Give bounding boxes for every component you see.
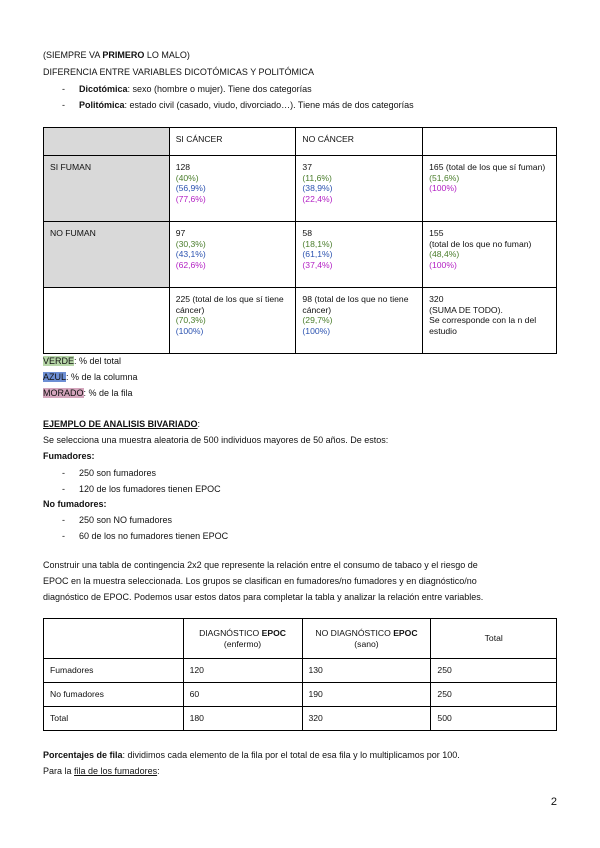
pct-column: (56,9%) — [175, 183, 206, 194]
header-cell-si-cancer: SI CÁNCER — [169, 128, 296, 156]
table-cell — [423, 222, 557, 288]
header-cell-empty — [44, 128, 170, 156]
table-header-row — [44, 128, 557, 156]
header-title-bold: EPOC — [261, 627, 286, 638]
header-line-1-bold: PRIMERO — [102, 50, 145, 60]
bullet-term: Dicotómica — [79, 84, 128, 94]
header-subtitle: (enfermo) — [223, 638, 262, 649]
paragraph-line: diagnóstico de EPOC. Podemos usar estos datos para completar la tabla y analizar la relación entre variables. — [43, 592, 484, 602]
table-cell — [169, 222, 296, 288]
paragraph-line: EPOC en la muestra seleccionada. Los grupos se clasifican en fumadores/no fumadores y en diagnóstico/no — [43, 576, 477, 586]
row-label: Total — [44, 707, 184, 731]
header-cell-empty — [44, 619, 184, 659]
header-title-pre: NO DIAGNÓSTICO — [315, 627, 394, 638]
legend-key: MORADO — [43, 388, 84, 398]
bullet-term: Politómica — [79, 100, 125, 110]
header-title-bold: EPOC — [393, 627, 418, 638]
pct-row: (100%) — [429, 183, 457, 194]
table-cell: 320 — [302, 707, 431, 731]
pct-total: (70,3%) — [175, 315, 206, 326]
example-title-text: EJEMPLO DE ANALISIS BIVARIADO — [43, 419, 198, 429]
pct-total: (40%) — [175, 172, 199, 183]
bullet-dash: - — [62, 100, 65, 110]
table-cell — [296, 156, 423, 222]
bullet-dash: - — [62, 84, 65, 94]
pct-column: (38,9%) — [302, 183, 333, 194]
pct-column: (43,1%) — [175, 249, 206, 260]
smokers-label-text: Fumadores: — [43, 451, 95, 461]
header-subtitle: (sano) — [354, 638, 379, 649]
cell-desc-text: (total de los que no fuman) — [429, 238, 532, 249]
header-line-1-pre: (SIEMPRE VA — [43, 50, 103, 60]
bullet-text: : estado civil (casado, viudo, divorciado…). Tiene más de dos categorías — [124, 100, 414, 110]
smokers-item: 250 son fumadores — [79, 468, 157, 478]
header-title-pre: DIAGNÓSTICO — [199, 627, 262, 638]
table-cell: 500 — [431, 707, 557, 731]
pct-row: (22,4%) — [302, 194, 333, 205]
table-row-totals — [44, 288, 557, 354]
cell-count: 58 — [302, 228, 312, 238]
table-cell: 250 — [431, 683, 557, 707]
bullet-text: : sexo (hombre o mujer). Tiene dos categorías — [127, 84, 312, 94]
smokers-row-underlined: fila de los fumadores — [74, 766, 158, 776]
legend-key: AZUL — [43, 372, 67, 382]
table-cell: 120 — [183, 659, 302, 683]
table-cell — [169, 288, 296, 354]
header-line-2: DIFERENCIA ENTRE VARIABLES DICOTÓMICAS Y POLITÓMICA — [43, 67, 315, 77]
bullet-dash: - — [62, 515, 65, 525]
table-cell: 180 — [183, 707, 302, 731]
smokers-row-post: : — [157, 766, 160, 776]
legend-blue — [43, 372, 138, 383]
example-intro: Se selecciona una muestra aleatoria de 500 individuos mayores de 50 años. De estos: — [43, 435, 389, 445]
row-label: Fumadores — [44, 659, 184, 683]
pct-row: (77,6%) — [175, 194, 206, 205]
nonsmokers-item: 250 son NO fumadores — [79, 515, 173, 525]
header-line-1 — [43, 50, 190, 61]
pct-row: (100%) — [429, 260, 457, 271]
smokers-row-line — [43, 766, 160, 777]
row-percentages-text: : dividimos cada elemento de la fila por el total de esa fila y lo multiplicamos por 100. — [122, 750, 460, 760]
table-cell — [296, 288, 423, 354]
legend-purple — [43, 388, 133, 399]
table-cell: 130 — [302, 659, 431, 683]
pct-column: (100%) — [302, 326, 331, 337]
example-title — [43, 419, 200, 430]
header-cell-diagnostico — [183, 619, 302, 659]
cancer-smoking-table — [43, 127, 557, 354]
legend-text: : % del total — [74, 356, 122, 366]
paragraph-line: Construir una tabla de contingencia 2x2 que represente la relación entre el consumo de tabaco y el riesgo de — [43, 560, 478, 570]
table-cell: 60 — [183, 683, 302, 707]
row-percentages-bold: Porcentajes de fila — [43, 750, 123, 760]
pct-column: (100%) — [175, 326, 204, 337]
cell-count: 165 (total de los que sí fuman) — [429, 162, 546, 172]
pct-total: (30,3%) — [175, 238, 206, 249]
pct-total: (48,4%) — [429, 249, 460, 260]
table-row — [44, 707, 557, 731]
cell-desc: (SUMA DE TODO). — [429, 304, 503, 315]
table-cell: 190 — [302, 683, 431, 707]
nonsmokers-label — [43, 499, 107, 510]
bullet-politomica — [79, 100, 414, 111]
page-number: 2 — [550, 796, 557, 808]
cell-desc: Se corresponde con la n del estudio — [429, 315, 537, 337]
table-cell — [296, 222, 423, 288]
header-cell-total — [423, 128, 557, 156]
legend-text: : % de la columna — [66, 372, 138, 382]
table-row-no-fuman — [44, 222, 557, 288]
header-cell-no-cancer: NO CÁNCER — [296, 128, 423, 156]
bullet-dash: - — [62, 531, 65, 541]
header-title — [190, 628, 296, 639]
header-line-1-post: LO MALO) — [144, 50, 190, 60]
table2-header-row — [44, 619, 557, 659]
cell-count: 98 (total de los que no tiene cáncer) — [302, 294, 409, 315]
pct-total: (29,7%) — [302, 315, 333, 326]
bullet-dash: - — [62, 484, 65, 494]
epoc-contingency-table — [43, 618, 557, 731]
cell-count: 225 (total de los que sí tiene cáncer) — [175, 294, 284, 315]
table-row — [44, 683, 557, 707]
cell-count: 155 — [429, 228, 444, 238]
example-title-suffix: : — [197, 419, 201, 429]
table-cell: 250 — [431, 659, 557, 683]
header-cell-no-diagnostico — [302, 619, 431, 659]
cell-count: 37 — [302, 162, 312, 172]
legend-key: VERDE — [43, 356, 75, 366]
pct-column: (61,1%) — [302, 249, 333, 260]
table-row — [44, 659, 557, 683]
cell-count: 128 — [175, 162, 191, 172]
smokers-label — [43, 451, 95, 462]
bullet-dicotomica — [79, 84, 312, 95]
row-label: NO FUMAN — [44, 222, 170, 288]
legend-green — [43, 356, 121, 367]
cell-count: 97 — [175, 228, 186, 238]
table-row-si-fuman — [44, 156, 557, 222]
nonsmokers-label-text: No fumadores: — [43, 499, 107, 509]
pct-total: (51,6%) — [429, 172, 460, 183]
header-cell-total: Total — [431, 619, 557, 659]
bullet-dash: - — [62, 468, 65, 478]
table-cell — [423, 156, 557, 222]
smokers-item: 120 de los fumadores tienen EPOC — [79, 484, 221, 494]
smokers-row-pre: Para la — [43, 766, 75, 776]
legend-text: : % de la fila — [83, 388, 133, 398]
pct-total: (11,6%) — [302, 172, 332, 183]
header-title — [309, 628, 425, 639]
table-cell — [423, 288, 557, 354]
pct-row: (37,4%) — [302, 260, 333, 271]
row-label-empty — [44, 288, 170, 354]
row-label: No fumadores — [44, 683, 184, 707]
table-cell — [169, 156, 296, 222]
pct-row: (62,6%) — [175, 260, 206, 271]
cell-count: 320 — [429, 294, 444, 304]
nonsmokers-item: 60 de los no fumadores tienen EPOC — [79, 531, 229, 541]
row-percentages-line — [43, 750, 460, 761]
cell-desc — [429, 239, 550, 260]
pct-total: (18,1%) — [302, 238, 333, 249]
row-label: SI FUMAN — [44, 156, 170, 222]
